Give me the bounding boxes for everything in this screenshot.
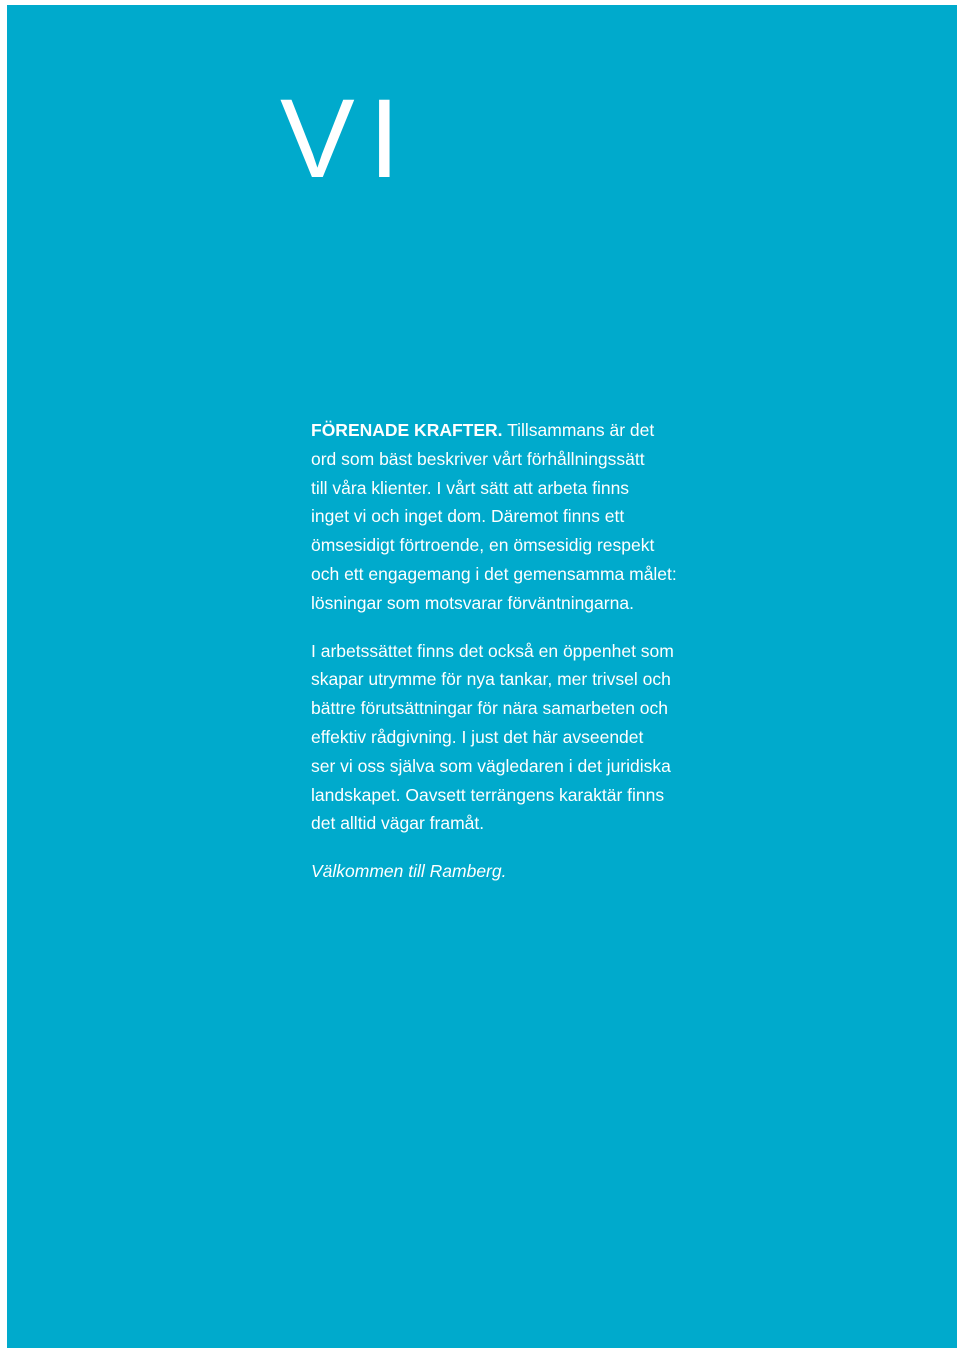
line: skapar utrymme för nya tankar, mer trivsel och <box>311 669 671 690</box>
line: I arbetssättet finns det också en öppenhet som <box>311 640 674 661</box>
line: till våra klienter. I vårt sätt att arbeta finns <box>311 477 630 498</box>
line: det alltid vägar framåt. <box>311 813 485 834</box>
line: landskapet. Oavsett terrängens karaktär finns <box>311 784 665 805</box>
body-text <box>311 416 741 905</box>
paragraph-intro <box>311 416 741 618</box>
page-heading: VI <box>280 76 414 201</box>
line: ord som bäst beskriver vårt förhållningssätt <box>311 448 645 469</box>
line: Tillsammans är det <box>502 420 655 440</box>
line: bättre förutsättningar för nära samarbeten och <box>311 698 669 719</box>
line: effektiv rådgivning. I just det här avseendet <box>311 726 644 747</box>
line: och ett engagemang i det gemensamma målet: <box>311 563 677 584</box>
lead-phrase: FÖRENADE KRAFTER. <box>311 420 503 440</box>
line: lösningar som motsvarar förväntningarna. <box>311 592 634 613</box>
paragraph-second <box>311 637 741 839</box>
line: inget vi och inget dom. Däremot finns ett <box>311 506 625 527</box>
line: ser vi oss själva som vägledaren i det juridiska <box>311 755 671 776</box>
line: ömsesidigt förtroende, en ömsesidig respekt <box>311 535 655 556</box>
page-panel <box>7 5 957 1348</box>
closing-line: Välkommen till Ramberg. <box>311 861 507 882</box>
